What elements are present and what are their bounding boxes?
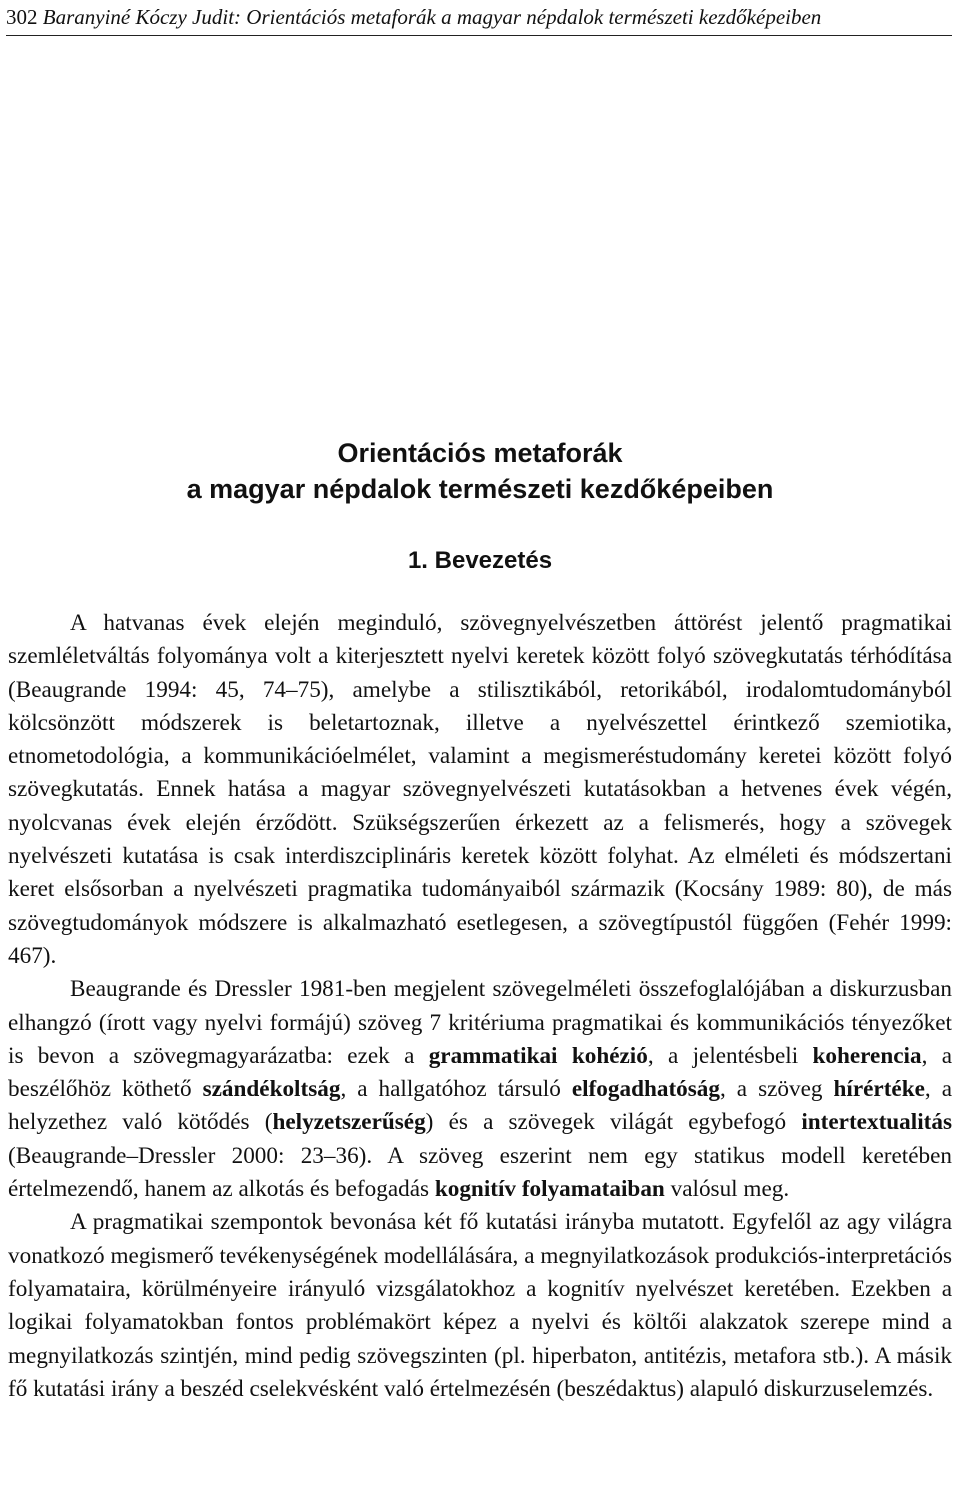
text-run: Beaugrande és Dressler 1981-ben megjelent szövegelméleti összefoglalójában a diskurzusban elhangzó (írott vagy nyelvi formájú) szöveg 7 kritériuma pragmatikai és kommunikációs tényezőket is bevon a szövegmagyarázatba: ezek a	[8, 976, 952, 1069]
text-run: (Beaugrande–Dressler 2000: 23–36). A szöveg eszerint nem egy statikus modell keretében értelmezendő, hanem az alkotás és befogadás	[8, 1142, 952, 1203]
key-term: hírértéke	[833, 1076, 925, 1103]
article-title-line-2: a magyar népdalok természeti kezdőképeiben	[186, 474, 774, 504]
text-run: , a szöveg	[719, 1076, 834, 1103]
paragraph-2	[8, 973, 952, 1206]
header-rule	[6, 35, 952, 36]
article-title-line-1: Orientációs metaforák	[337, 438, 623, 468]
key-term: intertextualitás	[801, 1109, 952, 1136]
key-term: szándékoltság	[202, 1076, 341, 1103]
key-term: koherencia	[812, 1042, 922, 1069]
page-number: 302	[6, 5, 38, 29]
text-run: , a beszélőhöz köthető	[8, 1042, 952, 1103]
paragraph-1: A hatvanas évek elején meginduló, szövegnyelvészetben áttörést jelentő pragmatikai szemléletváltás folyománya volt a kiterjesztett nyelvi keretek között folyó szövegkutatás térhódítása (Beaugrande 1994: 45, 74–75), amelybe a stilisztikából, retorikából, irodalomtudományból kölcsönzött módszerek is beletartoznak, illetve a nyelvészettel érintkező szemiotika, etnometodológia, a kommunikációelmélet, valamint a megismeréstudomány keretei között folyó szövegkutatás. Ennek hatása a magyar szövegnyelvészeti kutatásokban a hetvenes évek végén, nyolcvanas évek elején érződött. Szükségszerűen érkezett az a felismerés, hogy a szövegek nyelvészeti kutatása is csak interdiszciplináris keretek között folyhat. Az elméleti és módszertani keret elsősorban a nyelvészeti pragmatika tudományaiból származik (Kocsány 1989: 80), de más szövegtudományok módszere is alkalmazható esetlegesen, a szövegtípustól függően (Fehér 1999: 467).	[8, 610, 952, 969]
section-heading: 1. Bevezetés	[407, 547, 553, 574]
running-title: Baranyiné Kóczy Judit: Orientációs metaforák a magyar népdalok természeti kezdőképeiben	[42, 5, 822, 29]
running-head	[6, 4, 954, 30]
key-term: elfogadhatóság	[571, 1076, 720, 1103]
key-term: grammatikai kohézió	[428, 1042, 648, 1069]
text-run: , a hallgatóhoz társuló	[340, 1076, 572, 1103]
text-run: ) és a szövegek világát egybefogó	[425, 1109, 802, 1136]
body-text	[8, 607, 952, 1406]
text-run: valósul meg.	[664, 1176, 790, 1203]
paragraph-3: A pragmatikai szempontok bevonása két fő kutatási irányba mutatott. Egyfelől az agy világra vonatkozó megismerő tevékenységének modellálására, a megnyilatkozások produkciós-interpretációs folyamataira, körülményeire irányuló vizsgálatokhoz a kognitív nyelvészet keretében. Ezekben a logikai folyamatokban fontos problémakört képez a nyelvi és költői alakzatok szerepe mind a megnyilatkozás szintjén, mind pedig szövegszinten (pl. hiperbaton, antitézis, metafora stb.). A másik fő kutatási irány a beszéd cselekvésként való értelmezésén (beszédaktus) alapuló diskurzuselemzés.	[8, 1209, 952, 1402]
text-run: , a jelentésbeli	[647, 1042, 813, 1069]
key-term: kognitív folyamataiban	[434, 1176, 665, 1203]
key-term: helyzetszerűség	[272, 1109, 426, 1136]
text-run: , a helyzethez való kötődés (	[8, 1076, 952, 1136]
